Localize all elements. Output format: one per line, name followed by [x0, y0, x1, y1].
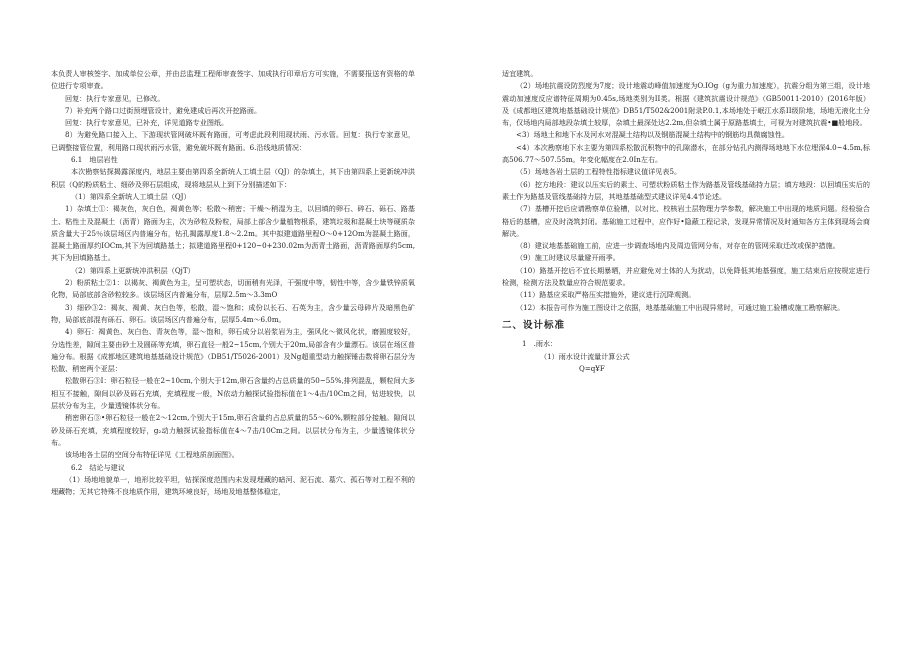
paragraph: 适宜建筑。: [502, 69, 538, 78]
paragraph: 2）粉质粘土②1：以褐灰、褐黄色为主，呈可塑状态，切面稍有光泽，干强度中等，韧性中等，含少量铁锌质氧化物，局部底部含砂粒较多。该层场区内普遍分布，层厚2.5m～3.3mO: [51, 278, 415, 300]
review-item: 8）为避免路口接入上、下游现状管网破坏既有路面，可考虑此段利用现状雨、污水管。回复：执行专家意见，已调整接管位置，利用路口现状雨污水管，避免破坏既有路面。6.沿线地质情况：: [51, 130, 415, 152]
right-column: [502, 68, 870, 375]
section-heading-6-2: 6.2 结论与建议: [71, 462, 125, 472]
paragraph: <3）场地土和地下水及河水对混凝土结构以及钢筋混凝土结构中的钢筋均具微腐蚀性。: [516, 130, 789, 140]
paragraph: （1）场地地貌单一，地形比较平坦，钻探深度范围内未发现埋藏的暗河、泥石流、墓穴、孤石等对工程不利的埋藏物；无其它特殊不良地质作用，建筑环境良好，场地及地基整体稳定，: [51, 474, 415, 497]
paragraph: 4）卵石：褐黄色、灰白色、青灰色等，湿～饱和，卵石成分以岩浆岩为主，强风化～微风化状，磨圆度较好，分选性差，隙间主要由砂土及圆砾等充填，卵石直径一般2~15cm,个别大于20m,局部含有少量漂石。该层在场区普遍分布。根据《成都地区建筑地基基础设计规范》（DB51/T5026-2001）及Ng超重型动力触探锤击数将卵石层分为松散、稍密两个亚层：: [51, 327, 415, 374]
section-heading-6-1: 6.1 地层岩性: [71, 155, 118, 165]
paragraph: 本次勘察钻探揭露深度内，地层主要由第四系全新统人工填土层（QJ）的杂填土，其下由第四系上更新统冲洪积层（Q的粉质粘土、细砂及卵石层组成，现将地层从上到下分别描述如下：: [51, 167, 415, 189]
paragraph: <4）本次勘察地下水主要为第四系松散沉积物中的孔隙潜水，在部分钻孔内测得场地地下水位埋深4.0~4.5m,标高506.77～507.55m。年变化幅度在2.0In左右。: [502, 142, 870, 165]
paragraph: 本负责人审核签字、加成单位公章，并由总监理工程师审查签字、加成执行印章后方可实施，不需要报送有资格的单位进行专项审查。: [51, 69, 415, 91]
reply-text: 回复：执行专家意见，已修改。: [65, 93, 165, 103]
paragraph: 稍密卵石③•卵石粒径一般在2～12cm,个别大于15m,卵石含量约占总质量的55～60%,颗粒部分接触。隙间以砂及砾石充填，充填程度较好，g₂动力触探试验指标值在4～7击/10Cm之间。以层状分布为主，少量透镜体状分布。: [51, 413, 415, 447]
paragraph: （12）本报告可作为施工图设计之依据，地基基础施工中出现异常时，可通过施工验槽或施工勘察解决。: [516, 302, 845, 312]
left-column: [51, 68, 415, 498]
paragraph: 该场地各土层的空间分布特征详见《工程地质剖面图》。: [65, 450, 239, 460]
paragraph: （6）挖方地段：建议以压实后的素土、可塑状粉质粘土作为路基及管线基础持力层；填方地段：以回填压实后的素土作为路基及管线基础持力层，其地基基础型式建议详见4.4节论述。: [502, 179, 870, 201]
paragraph: （5）场地各岩土层的工程特性指标建议值详见表5。: [516, 167, 682, 177]
paragraph: （11）路基应采取严格压实措施外，建议进行沉降观测。: [516, 290, 696, 300]
subheading: 1 .雨水：: [522, 339, 558, 349]
subheading: （2）第四系上更新统冲洪积层（QjT）: [71, 265, 195, 275]
paragraph: 3）细砂③2：褐灰、褐黄、灰白色等，松散，湿～饱和；成份以长石、石英为主，含少量云母碎片及暗黑色矿物，局部底部混有砾石、卵石。该层场区内普遍分布，层厚5.4m～6.0m。: [51, 302, 415, 324]
paragraph: （2）场地抗震设防烈度为7度；设计地震动峰值加速度为O.IOg（g为重力加速度），抗震分组为第三组，设计地震动加速度反应谱特征周期为0.45s,场地类别为II类。根据《建筑抗震设计规范》（GB50011-2010）(2016年版）及《成都地区建筑地基基础设计规范》DB51/T502&2001附录P.0.1,本场地处于岷江水系II级阶地，场地无液化土分布，仅场地内局部地段杂填土较厚，杂填土最深处达2.2m,但杂填土属于原路基填土，可视为对建筑抗震•■般地段。: [502, 81, 870, 128]
subheading: （1）雨水设计流量计算公式: [540, 351, 630, 361]
paragraph: （10）路基开挖后不宜长期暴晒，并应避免对土体的人为扰动，以免降低其地基强度，施工结束后应按规定进行检测，检测方法及数量应符合规范要求。: [502, 265, 870, 288]
paragraph: （7）基槽开挖后应请勘察单位验槽，以对比、校核岩土层物理力学参数，解决施工中出现的地质问题。经检验合格后的基槽，应及时浇筑封闭。基础施工过程中，应作好•隐蔽工程记录，发现异常情况及时通知各方主体到现场会商解决。: [502, 204, 870, 238]
reply-text: 回复：执行专家意见，已补充，详见道路专业图纸。: [65, 118, 229, 128]
section-heading-design-standard: 二、设计标准: [502, 319, 566, 331]
paragraph: （9）施工时建议尽量避开雨季。: [516, 253, 620, 263]
review-item: 7）补充两个路口过街预埋管设计，避免建成后再次开挖路面。: [65, 105, 262, 115]
paragraph: 松散卵石③I：卵石粒径一般在2~10cm,个别大于12m,卵石含量约占总质量的50~55%,排列混乱，颗粒间大多相互不接触，隙间以砂及砾石充填，充填程度一般，N依动力触探试验指标值在1～4击/10Cm之间，钻进较快，以层状分布为主，少量透镜体状分布。: [51, 376, 415, 411]
paragraph: 1）杂填土①：褐灰色，灰白色，褐黄色等；松散～稍密；干燥～稍湿为主，以回填的卵石、碎石、砾石、路基土、粘性土及混凝土（沥青）路面为主，次为砂粒及粉粒，局部上部含少量植物根系，建筑垃圾和混凝土块等硬质杂质含量大于25％该层场区内普遍分布，钻孔揭露厚度1.8～2.2m。其中拟建道路里程O～0+12Om为混凝土路面，混凝土路面厚约IOCm,其下为回填路基土；拟建道路里程0+120~0+230.02m为沥青土路面，沥青路面厚约5cm,其下为回填路基土。: [51, 204, 415, 263]
subheading: （1）第四系全新统人工填土层（QJ）: [71, 191, 191, 201]
paragraph: （8）建议地基基础施工前，应进一步调查场地内及周边管网分布，对存在的管网采取迁改或保护措施。: [516, 241, 840, 251]
formula: Q=q¥F: [579, 363, 605, 373]
